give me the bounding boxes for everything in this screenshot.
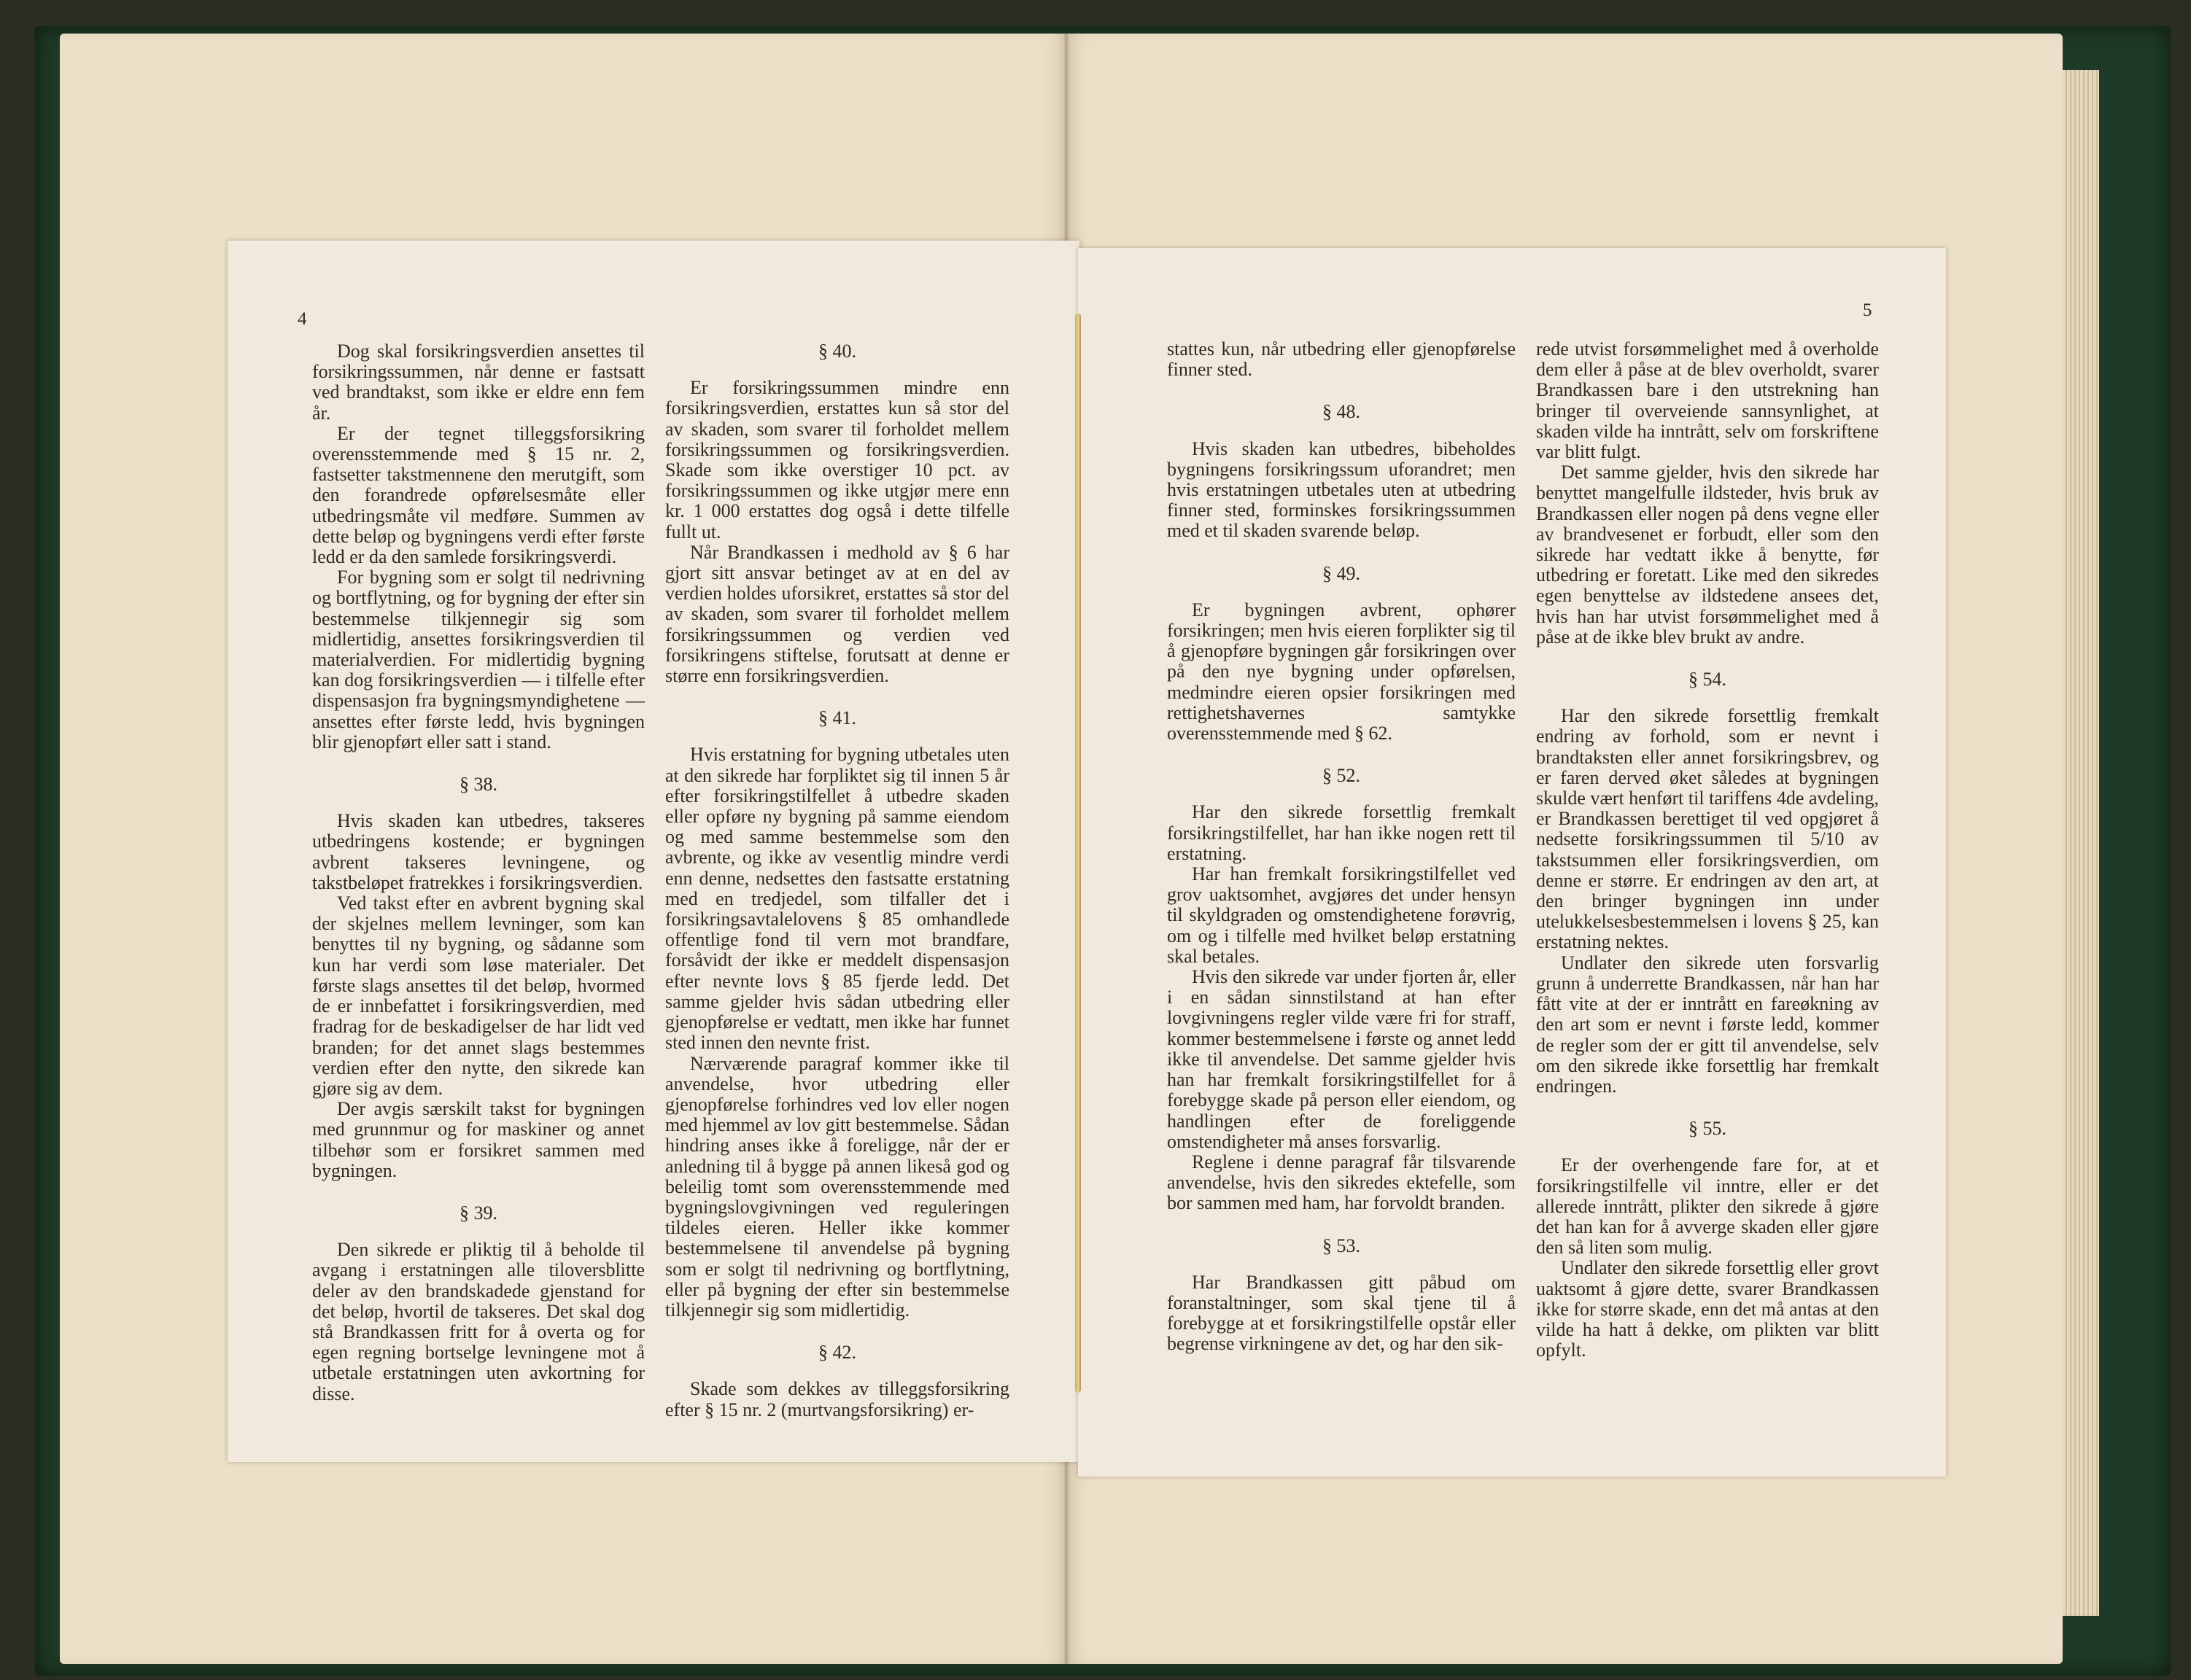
section-heading: § 48. <box>1322 401 1360 423</box>
paragraph: Reglene i denne paragraf får tilsvarende anvendelse, hvis den sikredes ektefelle, som bor sammen med ham, har forvoldt branden. <box>1167 1151 1516 1214</box>
paragraph: Skade som dekkes av tilleggsforsikring efter § 15 nr. 2 (murtvangsforsikring) er- <box>665 1378 1009 1420</box>
paragraph: For bygning som er solgt til nedrivning og bortflytning, og for bygning der efter sin bestemmelse tilkjennegir sig som midlertidig, ansettes forsikringsverdien til materialverdien. For midlertidig bygning kan dog forsikringsverdien — i tilfelle efter dispensasjon fra bygningsmyndighetene — ansettes efter første ledd, hvis bygningen blir gjenopført eller satt i stand. <box>312 567 645 752</box>
paragraph: Hvis skaden kan utbedres, bibeholdes bygningens forsikringssum uforandret; men hvis erstatningen utbetales uten at utbedring finner sted, forminskes forsikringssummen med et til skaden svarende beløp. <box>1167 438 1516 542</box>
paragraph: Den sikrede er pliktig til å beholde til avgang i erstatningen alle tiloversblitte deler av den brandskadede gjenstand for det beløp, hvortil de takseres. Det skal dog stå Brandkassen fritt for å overta og for egen regning bortselge levningene mot å utbetale erstatningen uten avkortning for disse. <box>312 1239 645 1404</box>
paragraph: Er bygningen avbrent, ophører forsikringen; men hvis eieren forplikter sig til å gjenopføre bygningen går forsikringen over på den nye bygning under opførelsen, medmindre eieren opsier forsikringen med rettighetshavernes samtykke overensstemmende med § 62. <box>1167 599 1516 744</box>
section-heading: § 55. <box>1688 1118 1726 1140</box>
paragraph: Ved takst efter en avbrent bygning skal der skjelnes mellem levninger, som kan benyttes til ny bygning, og sådanne som kun har verdi som løse materialer. Det første slags ansettes til det beløp, hvormed de er innbefattet i forsikringsverdien, med fradrag for de beskadigelser de har lidt ved branden; for det annet slags bestemmes verdien efter den nytte, den sikrede kan gjøre sig av dem. <box>312 892 645 1099</box>
paragraph: Er forsikringssummen mindre enn forsikringsverdien, erstattes kun så stor del av skaden, som svarer til forholdet mellem forsikringssummen og forsikringsverdien. Skade som ikke overstiger 10 pct. av forsikringssummen og ikke utgjør mere enn kr. 1 000 erstattes dog også i dette tilfelle fullt ut. <box>665 377 1009 542</box>
section-heading: § 40. <box>818 341 856 362</box>
paragraph: Undlater den sikrede uten forsvarlig grunn å underrette Brandkassen, når han har fått vite at der er inntrått en fareøkning av den art som er nevnt i første ledd, kommer de regler som der er gitt til anvendelse, selv om den sikrede ikke forsettlig har fremkalt endringen. <box>1536 952 1879 1097</box>
section-heading: § 53. <box>1322 1234 1360 1256</box>
paragraph: stattes kun, når utbedring eller gjenopførelse finner sted. <box>1167 338 1516 381</box>
section-heading: § 52. <box>1322 765 1360 787</box>
paragraph: Undlater den sikrede forsettlig eller grovt uaktsomt å gjøre dette, svarer Brandkassen ikke for større skade, enn det må antas at den vilde ha hatt å dekke, om plikten var blitt opfylt. <box>1536 1257 1879 1361</box>
paragraph: Når Brandkassen i medhold av § 6 har gjort sitt ansvar betinget av at en del av verdien holdes uforsikret, erstattes så stor del av skaden, som svarer til forholdet mellem forsikringssummen og verdien ved forsikringens stiftelse, forutsatt at denne er større enn forsikringsverdien. <box>665 541 1009 687</box>
paragraph: Har han fremkalt forsikringstilfellet ved grov uaktsomhet, avgjøres det under hensyn til skyldgraden og omstendighetene forøvrig, om og i tilfelle med hvilket beløp erstatning skal betales. <box>1167 863 1516 967</box>
paragraph: Hvis den sikrede var under fjorten år, eller i en sådan sinnstilstand at han efter lovgivningens regler vilde være fri for straff, kommer bestemmelsene i første og annet ledd ikke til anvendelse. Det samme gjelder hvis han har fremkalt forsikringstilfellet for å forebygge skade på person eller eiendom, og handlingen efter de foreliggende omstendigheter må anses forsvarlig. <box>1167 966 1516 1152</box>
section-heading: § 42. <box>818 1342 856 1364</box>
right-column-2 <box>1536 339 1879 1361</box>
paragraph: Det samme gjelder, hvis den sikrede har benyttet mangelfulle ildsteder, hvis bruk av Brandkassen eller nogen på dens vegne eller av brandvesenet er forbudt, eller som den sikrede har vedtatt ikke å benytte, før utbedring er foretatt. Like med den sikredes egen benyttelse av ildstedene ansees det, hvis han har utvist forsømmelighet med å påse at de ikke blev brukt av andre. <box>1536 462 1879 648</box>
paragraph: Nærværende paragraf kommer ikke til anvendelse, hvor utbedring eller gjenopførelse forhindres ved lov eller nogen med hjemmel av lov gitt bestemmelse. Sådan hindring anses ikke å foreligge, når der er anledning til å bygge på annen likeså god og beleilig tomt som overensstemmende med bygningslovgivningen ved reguleringen tildeles eieren. Heller ikke kommer bestemmelsene til anvendelse på bygning som er solgt til nedrivning og bortflytning, eller på bygning der efter sin bestemmelse tilkjennegir sig som midlertidig. <box>665 1052 1009 1321</box>
section-heading: § 39. <box>459 1202 497 1224</box>
page-number-right: 5 <box>1863 300 1872 320</box>
paragraph: Dog skal forsikringsverdien ansettes til forsikringssummen, når denne er fastsatt ved brandtakst, som ikke er eldre enn fem år. <box>312 341 645 424</box>
sheet-fold <box>1075 314 1081 1393</box>
paragraph: Har Brandkassen gitt påbud om foranstaltninger, som skal tjene til å forebygge at et forsikringstilfelle opstår eller begrense virkningene av det, og har den sik- <box>1167 1271 1516 1355</box>
page-edges <box>2063 70 2099 1616</box>
section-heading: § 54. <box>1688 669 1726 691</box>
paragraph: Der avgis særskilt takst for bygningen med grunnmur og for maskiner og annet tilbehør som er forsikret sammen med bygningen. <box>312 1098 645 1181</box>
paragraph: rede utvist forsømmelighet med å overholde dem eller å påse at de blev overholdt, svarer Brandkassen bare i den utstrekning han bringer til overveiende sannsynlighet, at skaden vilde ha inntrått, selv om forskriftene var blitt fulgt. <box>1536 338 1879 463</box>
section-heading: § 49. <box>1322 562 1360 584</box>
right-column-1 <box>1167 339 1516 1355</box>
paragraph: Er der overhengende fare for, at et forsikringstilfelle vil inntre, eller er det allerede inntrått, plikter den sikrede å gjøre det han kan for å avverge skaden eller gjøre den så liten som mulig. <box>1536 1154 1879 1259</box>
section-heading: § 38. <box>459 774 497 796</box>
paragraph: Hvis erstatning for bygning utbetales uten at den sikrede har forpliktet sig til innen 5 år efter forsikringstilfellet å utbedre skaden eller opføre ny bygning på samme eiendom og med samme bestemmelse som den avbrente, og ikke av vesentlig mindre verdi enn denne, nedsettes den fastsatte erstatning med en tredjedel, som tilfaller det i forsikringsavtalelovens § 85 omhandlede offentlige fond til vern mot brandfare, forsåvidt der ikke er meddelt dispensasjon efter nevnte lovs § 85 fjerde ledd. Det samme gjelder hvis sådan utbedring eller gjenopførelse er vedtatt, men ikke har funnet sted innen den nevnte frist. <box>665 744 1009 1054</box>
left-column-1 <box>312 341 645 1404</box>
section-heading: § 41. <box>818 707 856 729</box>
paragraph: Har den sikrede forsettlig fremkalt forsikringstilfellet, har han ikke nogen rett til erstatning. <box>1167 801 1516 864</box>
paragraph: Hvis skaden kan utbedres, takseres utbedringens kostende; er bygningen avbrent takseres levningene, og takstbeløpet fratrekkes i forsikringsverdien. <box>312 810 645 893</box>
page-number-left: 4 <box>298 309 307 329</box>
left-column-2 <box>665 341 1009 1420</box>
paragraph: Har den sikrede forsettlig fremkalt endring av forhold, som er nevnt i brandtaksten eller annet forsikringsbrev, og er faren derved øket således at bygningen skulde vært henført til tariffens 4de avdeling, er Brandkassen berettiget til ved opgjøret å nedsette forsikringssummen til 5/10 av takstsummen eller forsikringsverdien, om denne er større. Er endringen av den art, at den bringer bygningen inn under utelukkelsesbestemmelsen i lovens § 25, kan erstatning nektes. <box>1536 705 1879 953</box>
paragraph: Er der tegnet tilleggsforsikring overensstemmende med § 15 nr. 2, fastsetter takstmennene den merutgift, som den forandrede opførelsesmåte eller utbedringsmåte vil medføre. Summen av dette beløp og bygningens verdi efter første ledd er da den samlede forsikringsverdi. <box>312 422 645 568</box>
